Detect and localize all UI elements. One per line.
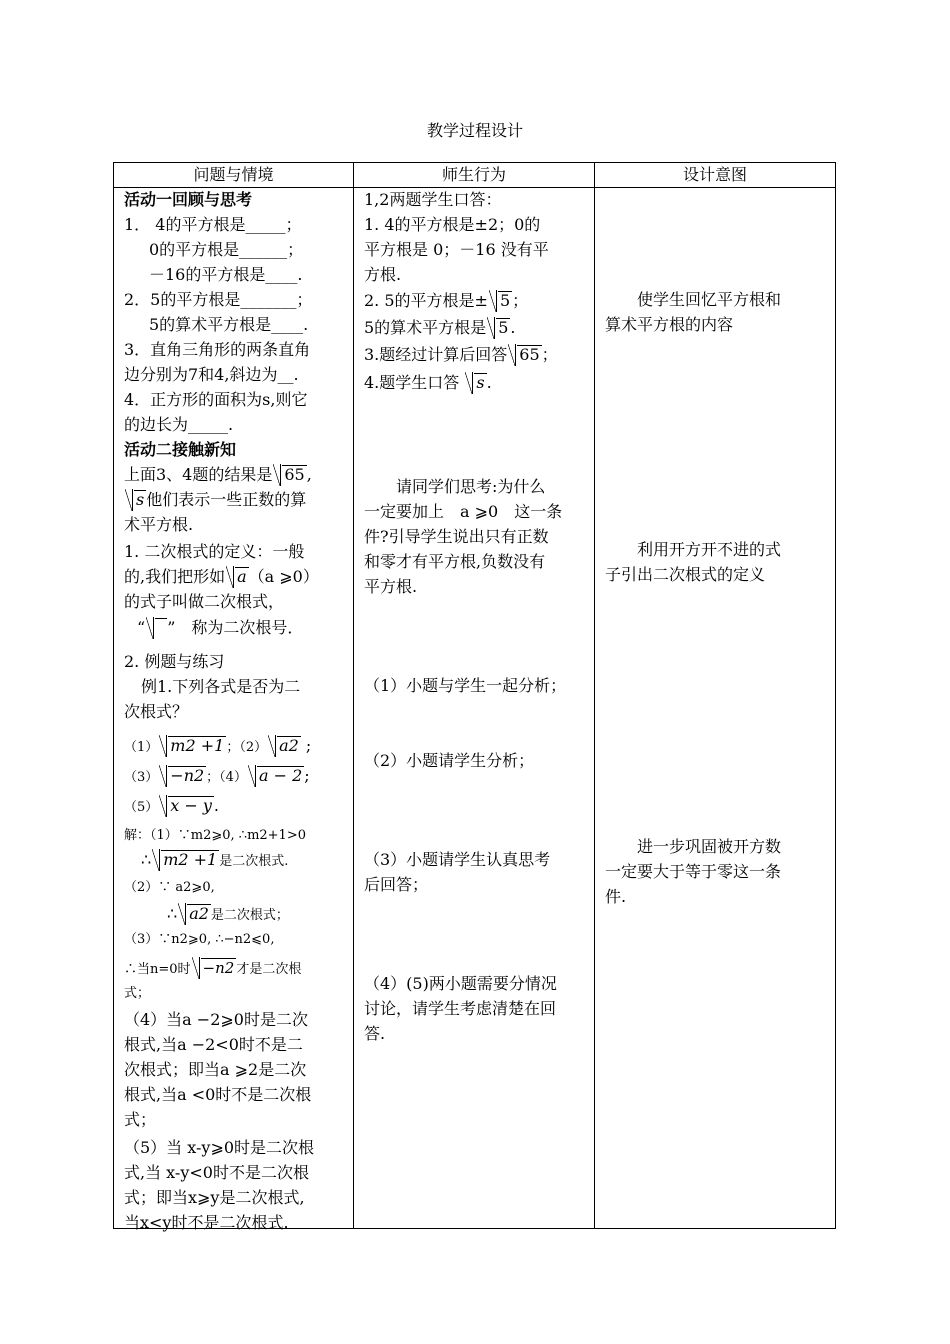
example-1b: 次根式？ (124, 702, 189, 721)
new-knowledge-line2: s 他们表示一些正数的算 (124, 488, 344, 512)
new-knowledge-line1: 上面3、4题的结果是 65 , (124, 463, 344, 487)
analysis-4b: 讨论，请学生考虑清楚在回 (364, 999, 557, 1018)
analysis-2: （2）小题请学生分析； (364, 751, 535, 770)
think-line1: 请同学们思考:为什么 (364, 477, 546, 496)
sqrt-expression: s (125, 488, 146, 512)
sqrt-expression: 65 (508, 343, 541, 367)
question-1c: －16的平方根是____. (149, 265, 303, 284)
sqrt-expression: a − 2 (248, 764, 304, 788)
table-header-row (114, 163, 836, 188)
answer-intro: 1,2两题学生口答： (364, 190, 502, 209)
answer-2b: 5的算术平方根是 5 . (364, 316, 585, 340)
think-line4: 和零才有平方根,负数没有 (364, 552, 546, 571)
intent-1: 使学生回忆平方根和 (605, 290, 782, 309)
solution-4: （4）当a −2⩾0时是二次 (124, 1010, 308, 1029)
intent-2b: 子引出二次根式的定义 (605, 565, 766, 584)
analysis-4c: 答. (364, 1024, 386, 1043)
solution-5: （5）当 x-y⩾0时是二次根 (124, 1138, 315, 1157)
answer-2: 2. 5的平方根是± 5 ； (364, 289, 585, 313)
solution-2b: ∴ a2 是二次根式； (167, 902, 344, 928)
answer-1b: 平方根是 0；－16 没有平 (364, 240, 549, 259)
intent-3b: 一定要大于等于零这一条 (605, 862, 782, 881)
question-2b: 5的算术平方根是____. (149, 315, 309, 334)
sqrt-expression: x − y (159, 794, 214, 818)
solution-3: （3）∵n2⩾0, ∴−n2⩽0, (124, 932, 275, 947)
page-title: 教学过程设计 (426, 121, 523, 140)
example-items-3-4: （3） −n2 ；（4） a − 2 ; (124, 764, 344, 790)
analysis-1: （1）小题与学生一起分析； (364, 676, 567, 695)
analysis-4: （4）(5)两小题需要分情况 (364, 974, 557, 993)
example-items-1-2: （1） m2 +1 ；（2） a2 ; (124, 734, 344, 760)
new-knowledge-line3: 术平方根. (124, 515, 194, 534)
sqrt-expression: a2 (178, 902, 211, 926)
analysis-3b: 后回答； (364, 875, 429, 894)
answer-1: 1. 4的平方根是±2；0的 (364, 215, 541, 234)
activity2-heading: 活动二接触新知 (124, 440, 237, 459)
solution-4d: 根式,当a <0时不是二次根 (124, 1085, 312, 1104)
sqrt-expression: −n2 (192, 956, 237, 980)
solution-1b: ∴ m2 +1 是二次根式. (141, 848, 344, 874)
think-line3: 件?引导学生说出只有正数 (364, 527, 549, 546)
answer-4: 4.题学生口答 s . (364, 371, 585, 395)
actions-cell (354, 188, 595, 1229)
solution-5b: 式,当 x-y<0时不是二次根 (124, 1163, 309, 1182)
definition-line4: “ ” 称为二次根号． (137, 616, 344, 640)
header-intent: 设计意图 (595, 163, 836, 188)
definition-line1: 1. 二次根式的定义：一般 (124, 542, 305, 561)
activity1-heading: 活动一回顾与思考 (124, 190, 253, 209)
definition-line2: 的,我们把形如 a （a ⩾0） (124, 565, 344, 589)
sqrt-expression: a2 (268, 734, 301, 758)
solution-5c: 式；即当x⩾y是二次根式, (124, 1188, 305, 1207)
answer-3: 3.题经过计算后回答 65 ； (364, 343, 585, 367)
sqrt-expression: 65 (273, 463, 306, 487)
intent-cell (595, 188, 836, 1229)
solution-3c: 式； (124, 986, 151, 1001)
problem-cell (114, 188, 354, 1232)
solution-2: （2）∵ a2⩾0, (124, 880, 215, 895)
analysis-3: （3）小题请学生认真思考 (364, 850, 551, 869)
think-line2: 一定要加上 a ⩾0 这一条 (364, 502, 563, 521)
sqrt-expression: −n2 (159, 764, 206, 788)
solution-4b: 根式,当a −2<0时不是二 (124, 1035, 303, 1054)
definition-line3: 的式子叫做二次根式， (124, 592, 285, 611)
question-2: 2．5的平方根是_______； (124, 290, 313, 309)
solution-1: 解：（1）∵m2⩾0, ∴m2+1>0 (124, 828, 306, 843)
question-3: 3．直角三角形的两条直角 (124, 340, 311, 359)
sqrt-expression: s (465, 371, 486, 395)
radical-sign-icon (146, 616, 167, 640)
table-body-row (114, 188, 836, 1229)
answer-1c: 方根. (364, 265, 402, 284)
question-4: 4．正方形的面积为s,则它 (124, 390, 308, 409)
sqrt-expression: m2 +1 (152, 848, 219, 872)
solution-4c: 次根式；即当a ⩾2是二次 (124, 1060, 307, 1079)
intent-3: 进一步巩固被开方数 (605, 837, 782, 856)
question-3b: 边分别为7和4,斜边为__. (124, 365, 299, 384)
question-1b: 0的平方根是______； (149, 240, 304, 259)
solution-4e: 式； (124, 1110, 157, 1129)
solution-5d: 当x<y时不是二次根式. (124, 1213, 289, 1232)
solution-3b: ∴当n=0时 −n2 才是二次根 (124, 956, 344, 982)
example-1: 例1.下列各式是否为二 (141, 677, 301, 696)
intent-3c: 件. (605, 887, 627, 906)
sqrt-expression: a (226, 565, 249, 589)
header-actions: 师生行为 (354, 163, 595, 188)
intent-2: 利用开方开不进的式 (605, 540, 782, 559)
sqrt-expression: 5 (487, 316, 510, 340)
intent-1b: 算术平方根的内容 (605, 315, 734, 334)
sqrt-expression: 5 (489, 289, 512, 313)
question-1: 1． 4的平方根是_____； (124, 215, 302, 234)
think-line5: 平方根. (364, 577, 418, 596)
sqrt-expression: m2 +1 (159, 734, 226, 758)
example-item-5: （5） x − y . (124, 794, 344, 820)
question-4b: 的边长为_____. (124, 415, 234, 434)
header-problem: 问题与情境 (114, 163, 354, 188)
lesson-table (113, 162, 836, 1232)
examples-heading: 2. 例题与练习 (124, 652, 225, 671)
